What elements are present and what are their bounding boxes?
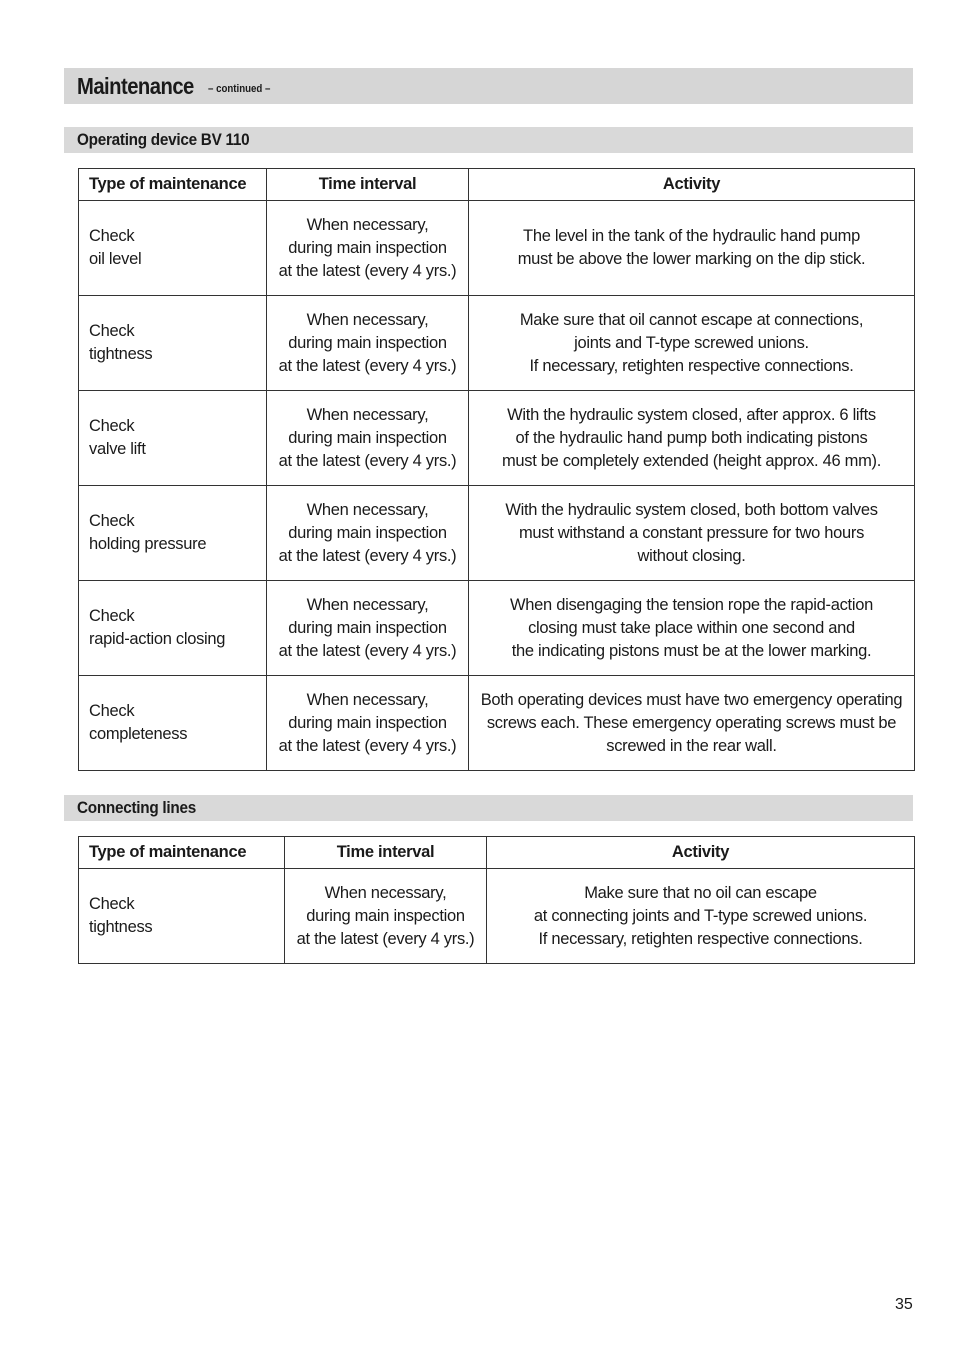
text-line: The level in the tank of the hydraulic hand pump bbox=[523, 227, 860, 245]
text-line: without closing. bbox=[637, 546, 746, 565]
table-row bbox=[79, 201, 915, 296]
cell-type-of-maintenance bbox=[79, 391, 267, 486]
text-line: at the latest (every 4 yrs.) bbox=[278, 641, 457, 660]
text-line: screwed in the rear wall. bbox=[606, 736, 777, 755]
text-line: If necessary, retighten respective connections. bbox=[538, 929, 863, 948]
cell-type-of-maintenance bbox=[79, 296, 267, 391]
text-line: at the latest (every 4 yrs.) bbox=[296, 929, 475, 948]
table-row bbox=[79, 391, 915, 486]
column-header-activity: Activity bbox=[469, 169, 915, 201]
cell-activity bbox=[469, 581, 915, 676]
cell-activity bbox=[469, 676, 915, 771]
table-row bbox=[79, 676, 915, 771]
text-line: Check bbox=[89, 607, 135, 625]
cell-time-interval bbox=[267, 676, 469, 771]
cell-time-interval bbox=[267, 201, 469, 296]
table-row bbox=[79, 486, 915, 581]
text-line: during main inspection bbox=[288, 618, 447, 637]
text-line: Check bbox=[89, 512, 135, 530]
table-row bbox=[79, 581, 915, 676]
cell-time-interval bbox=[285, 869, 487, 964]
text-line: When necessary, bbox=[306, 405, 429, 424]
section-title: Operating device BV 110 bbox=[77, 130, 250, 149]
text-line: during main inspection bbox=[288, 333, 447, 352]
table-row bbox=[79, 296, 915, 391]
column-header-interval: Time interval bbox=[285, 837, 487, 869]
text-line: at the latest (every 4 yrs.) bbox=[278, 546, 457, 565]
cell-time-interval bbox=[267, 581, 469, 676]
text-line: at the latest (every 4 yrs.) bbox=[278, 356, 457, 375]
maintenance-table-operating-device bbox=[78, 168, 915, 771]
text-line: Check bbox=[89, 895, 135, 913]
text-line: When disengaging the tension rope the rapid-action bbox=[510, 595, 873, 614]
text-line: the indicating pistons must be at the lower marking. bbox=[511, 641, 872, 660]
text-line: With the hydraulic system closed, both bottom valves bbox=[505, 500, 878, 519]
text-line: must be completely extended (height approx. 46 mm). bbox=[501, 451, 882, 470]
cell-time-interval bbox=[267, 296, 469, 391]
cell-type-of-maintenance bbox=[79, 869, 285, 964]
text-line: tightness bbox=[89, 345, 153, 363]
maintenance-table-connecting-lines bbox=[78, 836, 915, 964]
page-title: Maintenance bbox=[77, 72, 194, 99]
text-line: When necessary, bbox=[306, 690, 429, 709]
text-line: When necessary, bbox=[306, 500, 429, 519]
text-line: during main inspection bbox=[288, 428, 447, 447]
column-header-type: Type of maintenance bbox=[79, 169, 267, 201]
text-line: at the latest (every 4 yrs.) bbox=[278, 736, 457, 755]
cell-time-interval bbox=[267, 486, 469, 581]
table-header-row bbox=[79, 169, 915, 201]
section-header-connecting-lines bbox=[64, 795, 913, 821]
text-line: Check bbox=[89, 702, 135, 720]
column-header-activity: Activity bbox=[487, 837, 915, 869]
table-header-row bbox=[79, 837, 915, 869]
text-line: holding pressure bbox=[89, 535, 207, 553]
text-line: during main inspection bbox=[288, 523, 447, 542]
text-line: tightness bbox=[89, 918, 153, 936]
cell-type-of-maintenance bbox=[79, 486, 267, 581]
text-line: must be above the lower marking on the dip stick. bbox=[517, 250, 866, 268]
text-line: joints and T-type screwed unions. bbox=[574, 333, 809, 352]
text-line: during main inspection bbox=[288, 238, 447, 257]
text-line: of the hydraulic hand pump both indicating pistons bbox=[515, 428, 868, 447]
text-line: at connecting joints and T-type screwed unions. bbox=[533, 906, 868, 925]
section-header-operating-device bbox=[64, 127, 913, 153]
text-line: closing must take place within one second and bbox=[528, 618, 855, 637]
page-header bbox=[64, 68, 913, 104]
page-number: 35 bbox=[895, 1296, 913, 1313]
cell-activity bbox=[469, 296, 915, 391]
table-row bbox=[79, 869, 915, 964]
cell-activity bbox=[469, 391, 915, 486]
text-line: oil level bbox=[89, 250, 142, 268]
text-line: valve lift bbox=[89, 440, 146, 458]
text-line: at the latest (every 4 yrs.) bbox=[278, 451, 457, 470]
text-line: rapid-action closing bbox=[89, 630, 226, 648]
cell-type-of-maintenance bbox=[79, 581, 267, 676]
cell-time-interval bbox=[267, 391, 469, 486]
text-line: Check bbox=[89, 227, 135, 245]
text-line: When necessary, bbox=[306, 310, 429, 329]
text-line: must withstand a constant pressure for two hours bbox=[518, 523, 865, 542]
cell-activity bbox=[487, 869, 915, 964]
column-header-interval: Time interval bbox=[267, 169, 469, 201]
page-subtitle: – continued – bbox=[207, 83, 271, 95]
text-line: When necessary, bbox=[306, 215, 429, 234]
text-line: Make sure that no oil can escape bbox=[584, 883, 817, 902]
text-line: during main inspection bbox=[306, 906, 465, 925]
text-line: If necessary, retighten respective connections. bbox=[529, 356, 854, 375]
text-line: Check bbox=[89, 417, 135, 435]
text-line: With the hydraulic system closed, after approx. 6 lifts bbox=[507, 405, 876, 424]
cell-type-of-maintenance bbox=[79, 201, 267, 296]
text-line: Check bbox=[89, 322, 135, 340]
text-line: during main inspection bbox=[288, 713, 447, 732]
section-title: Connecting lines bbox=[77, 798, 196, 817]
text-line: screws each. These emergency operating screws must be bbox=[486, 713, 897, 732]
text-line: When necessary, bbox=[306, 595, 429, 614]
text-line: When necessary, bbox=[324, 883, 447, 902]
text-line: Both operating devices must have two emergency operating bbox=[480, 690, 903, 709]
column-header-type: Type of maintenance bbox=[79, 837, 285, 869]
text-line: at the latest (every 4 yrs.) bbox=[278, 261, 457, 280]
cell-activity bbox=[469, 201, 915, 296]
text-line: Make sure that oil cannot escape at connections, bbox=[519, 310, 864, 329]
cell-activity bbox=[469, 486, 915, 581]
text-line: completeness bbox=[89, 725, 188, 743]
cell-type-of-maintenance bbox=[79, 676, 267, 771]
